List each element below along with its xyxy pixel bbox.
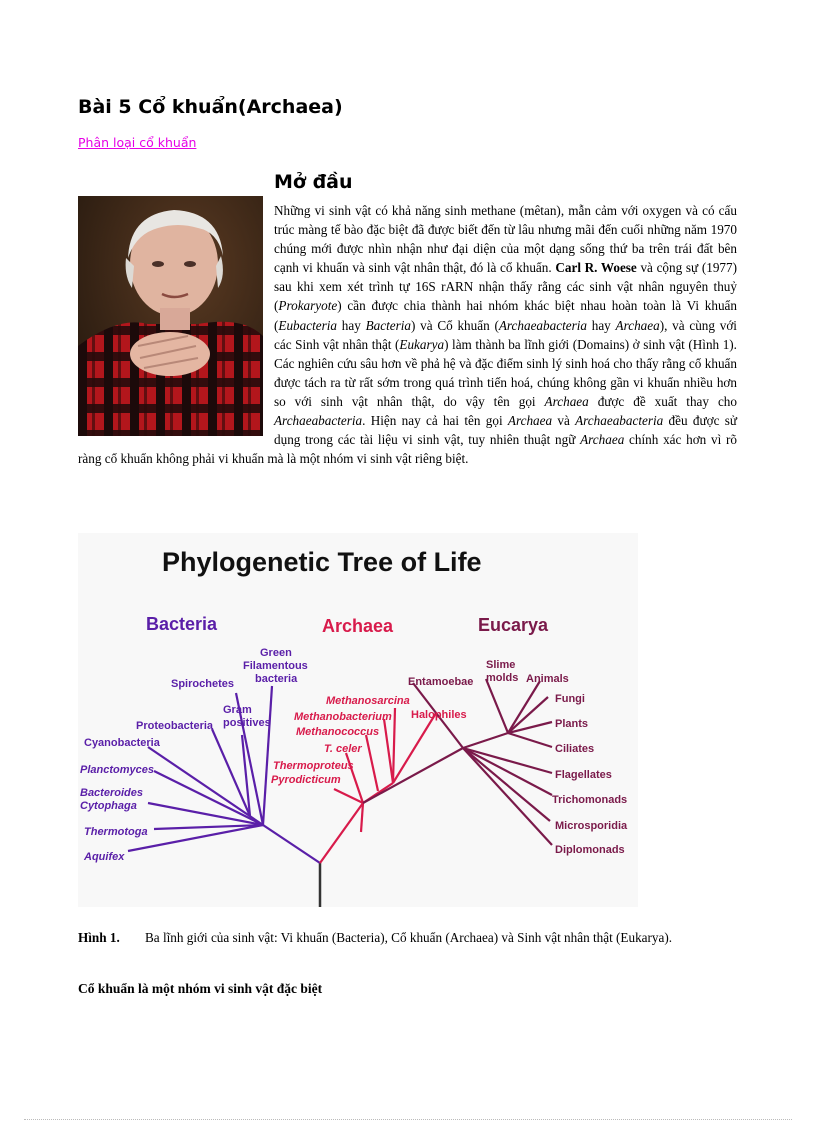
label-positives: positives xyxy=(223,717,271,729)
caption-text: Ba lĩnh giới của sinh vật: Vi khuẩn (Bacteria), Cổ khuẩn (Archaea) và Sinh vật nhân thật (Eukarya). xyxy=(145,930,673,945)
domain-archaea: Archaea xyxy=(322,616,394,636)
label-methanococcus: Methanococcus xyxy=(296,726,380,738)
section-heading: Cổ khuẩn là một nhóm vi sinh vật đặc biệt xyxy=(78,981,323,996)
intro-heading: Mở đầu xyxy=(274,171,353,193)
label-pyrodicticum: Pyrodicticum xyxy=(271,774,341,786)
page-title: Bài 5 Cổ khuẩn(Archaea) xyxy=(78,96,343,118)
label-plants: Plants xyxy=(555,718,589,730)
label-methanosarcina: Methanosarcina xyxy=(326,695,410,707)
classification-link[interactable]: Phân loại cổ khuẩn xyxy=(78,135,197,150)
page-bottom-divider xyxy=(24,1119,792,1120)
label-ciliates: Ciliates xyxy=(555,743,595,755)
label-molds: molds xyxy=(486,672,519,684)
label-planctomyces: Planctomyces xyxy=(80,764,154,776)
label-spirochetes: Spirochetes xyxy=(171,678,234,690)
label-aquifex: Aquifex xyxy=(84,851,125,863)
author-name: Carl R. Woese xyxy=(555,260,637,276)
label-flagellates: Flagellates xyxy=(555,769,612,781)
label-green: Green xyxy=(260,647,292,659)
label-trichomonads: Trichomonads xyxy=(552,794,628,806)
label-gram: Gram xyxy=(223,704,252,716)
label-fungi: Fungi xyxy=(555,693,585,705)
label-microsporidia: Microsporidia xyxy=(555,820,628,832)
label-cytophaga: Cytophaga xyxy=(80,800,137,812)
label-thermoproteus: Thermoproteus xyxy=(273,760,354,772)
label-entamoebae: Entamoebae xyxy=(408,676,474,688)
label-t-celer: T. celer xyxy=(324,743,362,755)
label-filamentous: Filamentous xyxy=(243,660,308,672)
label-bacteria: bacteria xyxy=(255,673,298,685)
label-methanobacterium: Methanobacterium xyxy=(294,711,392,723)
label-cyanobacteria: Cyanobacteria xyxy=(84,737,160,749)
label-thermotoga: Thermotoga xyxy=(84,826,148,838)
intro-paragraph: Những vi sinh vật có khả năng sinh methane (mêtan), mẫn cảm với oxygen và có cấu trúc màng tế bào đặc biệt đã được biết đến từ lâu nhưng mãi đến cuối những năm 1970 chúng mới được nhìn nhận như đại diện của một dạng sống thứ ba trên trái đất bên cạnh vi khuẩn và sinh vật nhân thật, đó là cổ khuẩn. Carl R. Woese và cộng sự (1977) sau khi xem xét trình tự 16S rARN nhận thấy rằng các sinh vật nhân nguyên thuỷ (Prokaryote) cần được chia thành hai nhóm khác biệt nhau hoàn toàn là Vi khuẩn (Eubacteria hay Bacteria) và Cổ khuẩn (Archaeabacteria hay Archaea), và cùng với các Sinh vật nhân thật (Eukarya) làm thành ba lĩnh giới (Domains) ở sinh vật (Hình 1). Các nghiên cứu sâu hơn về phả hệ và đặc điểm sinh lý sinh hoá cho thấy rằng cổ khuẩn được tách ra từ rất sớm trong quá trình tiến hoá, chúng không gần vi khuẩn nhiều hơn so với sinh vật nhân thật, do vậy tên gọi Archaea được đề xuất thay cho Archaeabacteria. Hiện nay cả hai tên gọi Archaea và Archaeabacteria đều được sử dụng trong các tài liệu vi sinh vật, tuy nhiên thuật ngữ Archaea chính xác hơn vì rõ ràng cổ khuẩn không phải vi khuẩn mà là một nhóm vi sinh vật riêng biệt. xyxy=(78,203,737,467)
figure-caption xyxy=(78,928,737,947)
phylogenetic-tree-figure xyxy=(78,533,638,907)
label-proteobacteria: Proteobacteria xyxy=(136,720,214,732)
domain-bacteria: Bacteria xyxy=(146,614,218,634)
caption-label: Hình 1. xyxy=(78,930,120,945)
label-halophiles: Halophiles xyxy=(411,709,467,721)
figure-title: Phylogenetic Tree of Life xyxy=(162,547,482,577)
label-diplomonads: Diplomonads xyxy=(555,844,625,856)
label-bacteroides: Bacteroides xyxy=(80,787,143,799)
domain-eucarya: Eucarya xyxy=(478,615,549,635)
label-slime: Slime xyxy=(486,659,516,671)
label-animals: Animals xyxy=(526,673,569,685)
